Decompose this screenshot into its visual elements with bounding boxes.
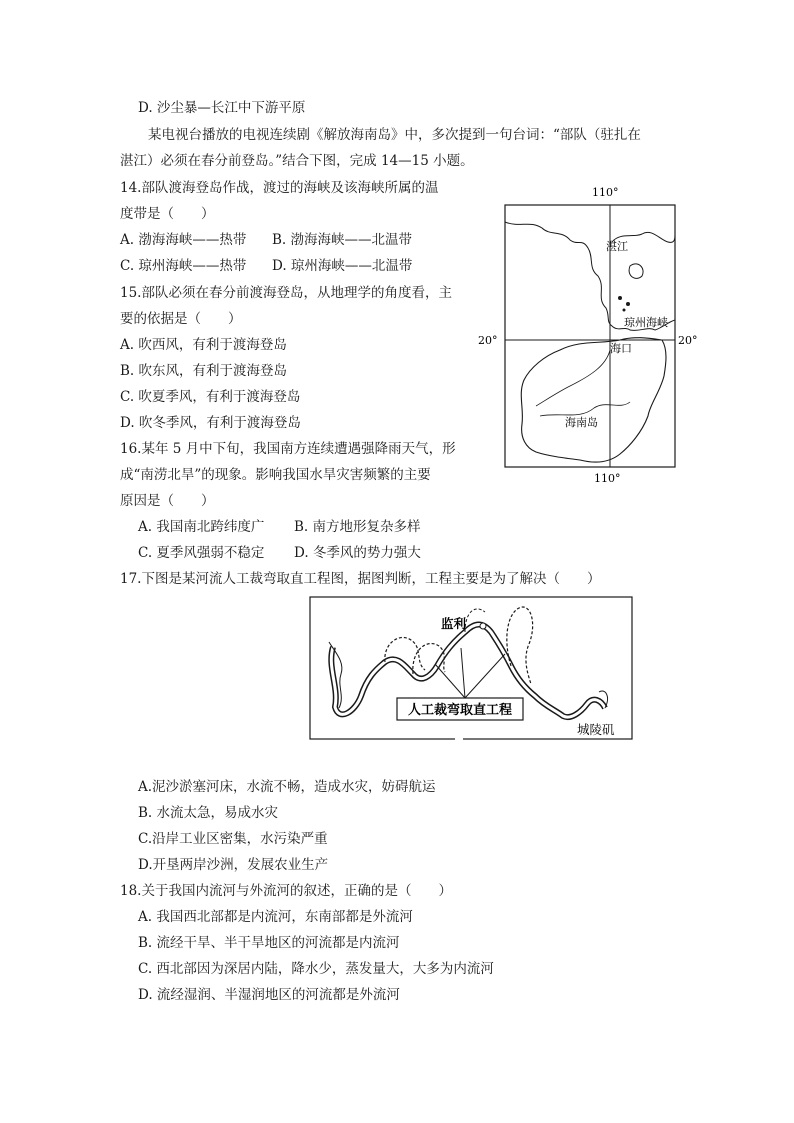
q14-option-d: D. 琼州海峡——北温带 [272, 258, 413, 274]
q16-stem-1: 16.某年 5 月中下旬，我国南方连续遭遇强降雨天气，形 [120, 441, 456, 457]
project-label: 人工裁弯取直工程 [407, 703, 513, 718]
q14-option-a: A. 渤海海峡——热带 [120, 232, 247, 248]
river-cutoff-diagram [305, 592, 640, 767]
q15-option-a: A. 吹西风，有利于渡海登岛 [120, 337, 287, 353]
island-dot-3 [623, 309, 626, 312]
q17-option-a: A.泥沙淤塞河床，水流不畅，造成水灾，妨碍航运 [138, 779, 436, 795]
q16-option-a: A. 我国南北跨纬度广 [138, 519, 265, 535]
jianli-marker [480, 623, 486, 629]
q15-option-b: B. 吹东风，有利于渡海登岛 [120, 363, 288, 379]
hainan-label: 海南岛 [565, 416, 598, 429]
q15-stem-2: 要的依据是（ ） [120, 311, 242, 327]
q17-option-c: C.沿岸工业区密集，水污染严重 [138, 831, 328, 847]
qiongzhou-strait-map [470, 180, 710, 490]
strait-label: 琼州海峡 [624, 316, 668, 329]
lon-label-top: 110° [592, 186, 619, 199]
q18-option-c: C. 西北部因为深居内陆，降水少，蒸发量大，大多为内流河 [138, 961, 494, 977]
lat-label-right: 20° [678, 334, 698, 347]
intro-line-2: 湛江）必须在春分前登岛。”结合下图，完成 14—15 小题。 [120, 153, 474, 169]
q15-option-d: D. 吹冬季风，有利于渡海登岛 [120, 415, 301, 431]
q18-option-d: D. 流经湿润、半湿润地区的河流都是外流河 [138, 987, 400, 1003]
q16-option-b: B. 南方地形复杂多样 [294, 519, 421, 535]
zhanjiang-label: 湛江 [606, 240, 628, 253]
q16-option-c: C. 夏季风强弱不稳定 [138, 545, 265, 561]
intro-line-1: 某电视台播放的电视连续剧《解放海南岛》中，多次提到一句台词：“部队（驻扎在 [148, 127, 641, 143]
island-dot-1 [618, 296, 622, 300]
q14-stem-2: 度带是（ ） [120, 206, 215, 222]
q16-stem-2: 成“南涝北旱”的现象。影响我国水旱灾害频繁的主要 [120, 467, 431, 483]
haikou-label: 海口 [610, 342, 632, 355]
q17-option-d: D.开垦两岸沙洲，发展农业生产 [138, 857, 329, 873]
q18-stem: 18.关于我国内流河与外流河的叙述，正确的是（ ） [120, 883, 452, 899]
island-dot-2 [626, 302, 630, 306]
lat-label-left: 20° [478, 334, 498, 347]
jianli-label: 监利 [441, 616, 467, 631]
q14-option-b: B. 渤海海峡——北温带 [272, 232, 413, 248]
q16-stem-3: 原因是（ ） [120, 493, 215, 509]
q14-stem-1: 14.部队渡海登岛作战，渡过的海峡及该海峡所属的温 [120, 180, 439, 196]
q14-option-c: C. 琼州海峡——热带 [120, 258, 247, 274]
chenglingji-label: 城陵矶 [577, 722, 615, 737]
q16-option-d: D. 冬季风的势力强大 [294, 545, 421, 561]
lon-label-bottom: 110° [594, 472, 621, 485]
q13-option-d: D. 沙尘暴—长江中下游平原 [138, 100, 306, 116]
q17-option-b: B. 水流太急，易成水灾 [138, 805, 279, 821]
q18-option-a: A. 我国西北部都是内流河，东南部都是外流河 [138, 909, 413, 925]
q18-option-b: B. 流经干旱、半干旱地区的河流都是内流河 [138, 935, 400, 951]
q17-stem: 17.下图是某河流人工裁弯取直工程图，据图判断，工程主要是为了解决（ ） [120, 571, 601, 587]
q15-option-c: C. 吹夏季风，有利于渡海登岛 [120, 389, 301, 405]
q15-stem-1: 15.部队必须在春分前渡海登岛，从地理学的角度看，主 [120, 285, 452, 301]
